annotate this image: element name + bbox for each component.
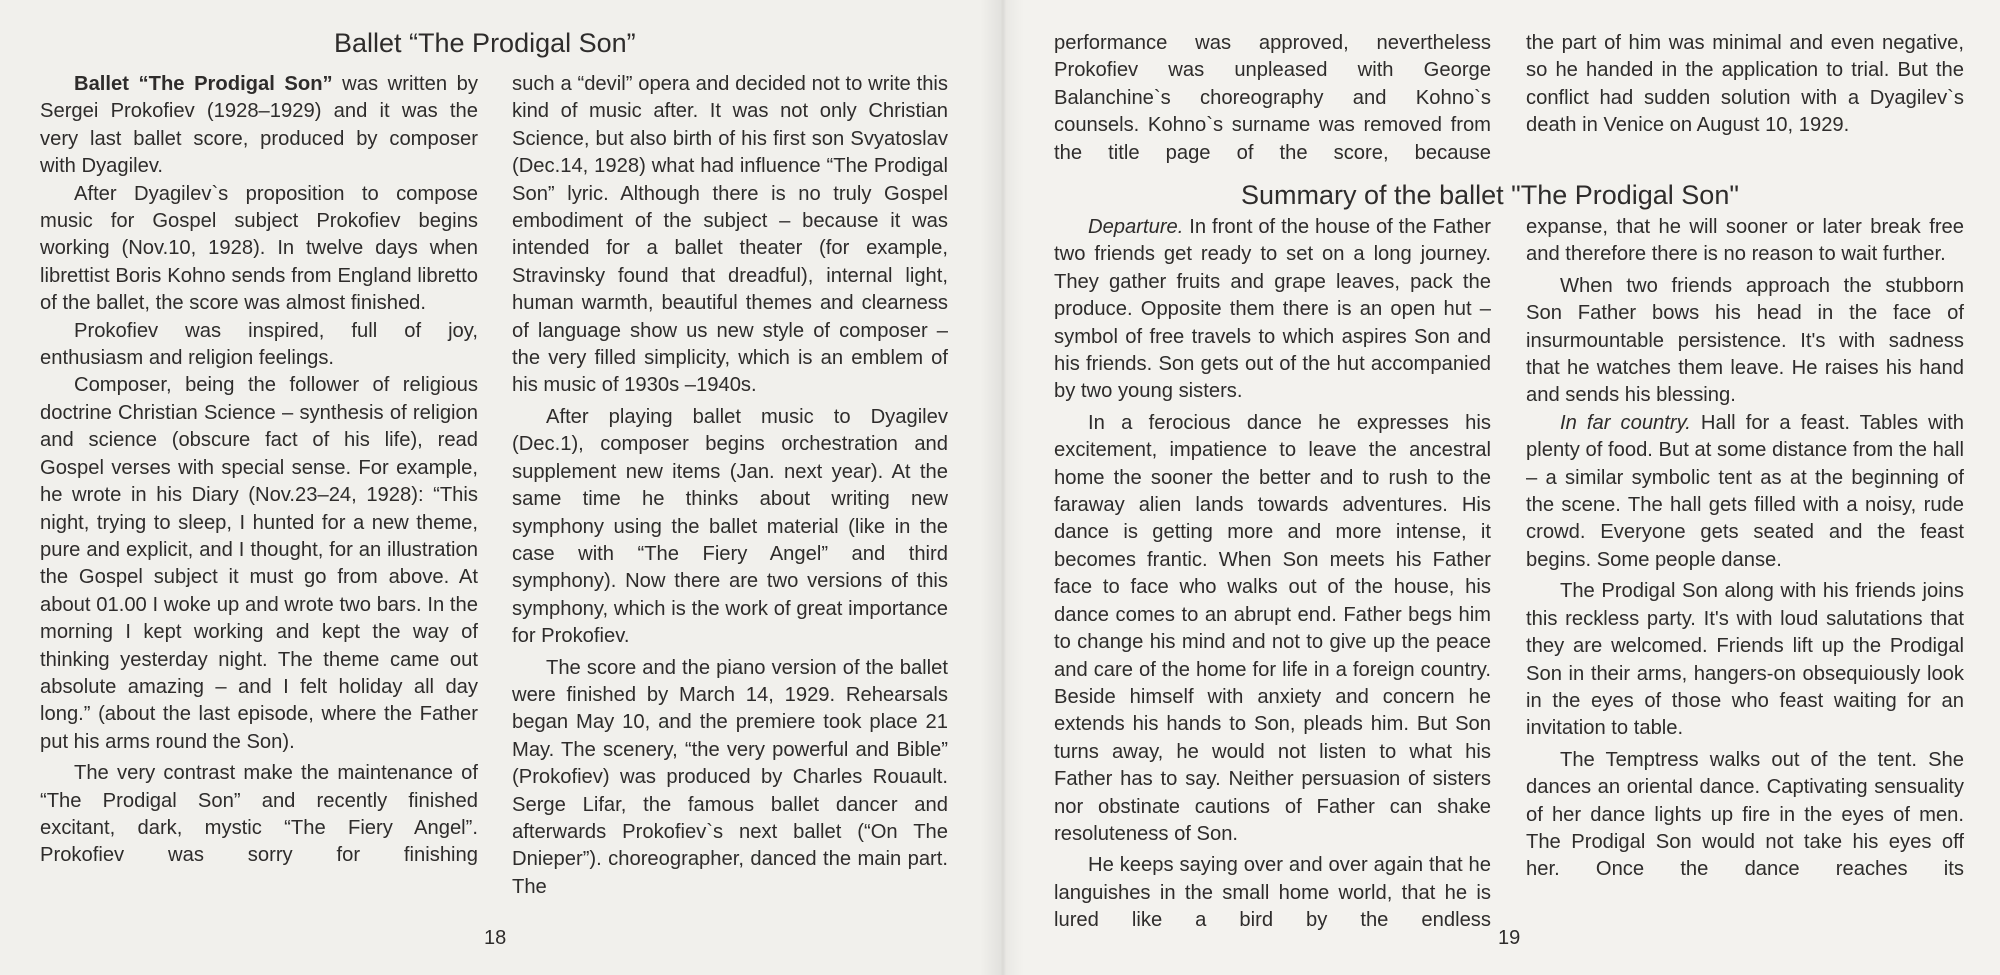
paragraph: performance was approved, nevertheless Prokofiev was unpleased with George Balanchine`s choreography and Kohno`s counsels. Kohno`s surname was removed from the title page of the score, because	[1054, 32, 1491, 164]
paragraph: Departure. In front of the house of the Father two friends get ready to set on a long journey. They gather fruits and grape leaves, pack the produce. Opposite them there is an open hut – symbol of free travels to which aspires Son and his friends. Son gets out of the hut accompanied by two young sisters.	[1054, 216, 1491, 403]
paragraph: When two friends approach the stubborn Son Father bows his head in the face of insurmountable persistence. It's with sadness that he watches them leave. He raises his hand and sends his blessing.	[1526, 274, 1964, 407]
left-page-column-1	[40, 71, 478, 870]
section-title: Departure.	[1088, 216, 1184, 238]
paragraph: the part of him was minimal and even negative, so he handed in the application to trial. But the conflict had sudden solution with a Dyagilev`s death in Venice on August 10, 1929.	[1526, 32, 1964, 137]
ballet-heading: Ballet “The Prodigal Son”	[334, 28, 636, 58]
right-page-column-2	[1526, 214, 1964, 884]
paragraph: Ballet “The Prodigal Son” was written by Sergei Prokofiev (1928–1929) and it was the very last ballet score, produced by composer with Dyagilev.	[40, 73, 478, 178]
paragraph: such a “devil” opera and decided not to write this kind of music after. It was not only Christian Science, but also birth of his first son Svyatoslav (Dec.14, 1928) what had influence “The Prodigal Son” lyric. Although there is no truly Gospel embodiment of the subject – because it was intended for a ballet theater (for example, Stravinsky found that dreadful), internal light, human warmth, beautiful themes and clearness of language show us new style of composer – the very filled simplicity, which is an emblem of his music of 1930s –1940s.	[512, 73, 948, 397]
paragraph: The Prodigal Son along with his friends joins this reckless party. It's with loud salutations that they are welcomed. Friends lift up the Prodigal Son in their arms, hangers-on obsequiously look in the eyes of those who feast waiting for an invitation to table.	[1526, 580, 1964, 740]
right-page	[1000, 0, 2000, 975]
paragraph: The Temptress walks out of the tent. She dances an oriental dance. Captivating sensuality of her dance lights up fire in the eyes of men. The Prodigal Son would not take his eyes off her. Once the dance reaches its	[1526, 748, 1964, 881]
paragraph: After playing ballet music to Dyagilev (Dec.1), composer begins orchestration and supplement new items (Jan. next year). At the same time he thinks about writing new symphony using the ballet material (like in the case with “The Fiery Angel” and third symphony). Now there are two versions of this symphony, which is the work of great importance for Prokofiev.	[512, 405, 948, 648]
right-page-top-column-2	[1526, 30, 1964, 140]
left-page-column-2	[512, 71, 948, 901]
paragraph: In a ferocious dance he expresses his excitement, impatience to leave the ancestral home the sooner the better and to rush to the faraway alien lands towards adventures. His dance is getting more and more intense, it becomes frantic. When Son meets his Father face to face who walks out of the house, his dance comes to an abrupt end. Father begs him to change his mind and not to give up the peace and care of the home for life in a foreign country. Beside himself with anxiety and concern he extends his hands to Son, pleads him. But Son turns away, he would not listen to what his Father has to say. Neither persuasion of sisters nor obstinate cautions of Father can shake resoluteness of Son.	[1054, 411, 1491, 845]
right-page-column-1	[1054, 214, 1491, 935]
paragraph: Composer, being the follower of religious doctrine Christian Science – synthesis of religion and science (obscure fact of his life), read Gospel verses with special sense. For example, he wrote in his Diary (Nov.23–24, 1928): “This night, trying to sleep, I hunted for a new theme, pure and explicit, and I thought, for an illustration the Gospel subject it must go from above. At about 01.00 I woke up and wrote two bars. In the morning I kept working and kept the way of thinking yesterday night. The theme came out absolute amazing – and I felt holiday all day long.” (about the last episode, where the Father put his arms round the Son).	[40, 374, 478, 753]
paragraph: After Dyagilev`s proposition to compose music for Gospel subject Prokofiev begins working (Nov.10, 1928). In twelve days when librettist Boris Kohno sends from England libretto of the ballet, the score was almost finished.	[40, 182, 478, 315]
summary-heading: Summary of the ballet "The Prodigal Son"	[1241, 180, 1739, 210]
paragraph: The very contrast make the maintenance of “The Prodigal Son” and recently finished excitant, dark, mystic “The Fiery Angel”. Prokofiev was sorry for finishing	[40, 762, 478, 867]
paragraph: In far country. Hall for a feast. Tables with plenty of food. But at some distance from the hall – a similar symbolic tent as at the beginning of the scene. The hall gets filled with a noisy, rude crowd. Everyone gets seated and the feast begins. Some people danse.	[1526, 411, 1964, 571]
paragraph: The score and the piano version of the ballet were finished by March 14, 1929. Rehearsals began May 10, and the premiere took place 21 May. The scenery, “the very powerful and Bible” (Prokofiev) was produced by Charles Rouault. Serge Lifar, the famous ballet dancer and afterwards Prokofiev`s next ballet (“On The Dnieper”). choreographer, danced the main part. The	[512, 656, 948, 898]
paragraph: Prokofiev was inspired, full of joy, enthusiasm and religion feelings.	[40, 319, 478, 370]
section-title: In far country.	[1560, 411, 1691, 434]
page-number: 18	[484, 927, 507, 949]
page-number: 19	[1498, 927, 1521, 949]
paragraph: He keeps saying over and over again that he languishes in the small home world, that he is lured like a bird by the endless	[1054, 854, 1491, 932]
right-page-top-column-1	[1054, 30, 1491, 167]
bold-title: Ballet “The Prodigal Son”	[74, 73, 333, 95]
paragraph: expanse, that he will sooner or later break free and therefore there is no reason to wait further.	[1526, 216, 1964, 266]
